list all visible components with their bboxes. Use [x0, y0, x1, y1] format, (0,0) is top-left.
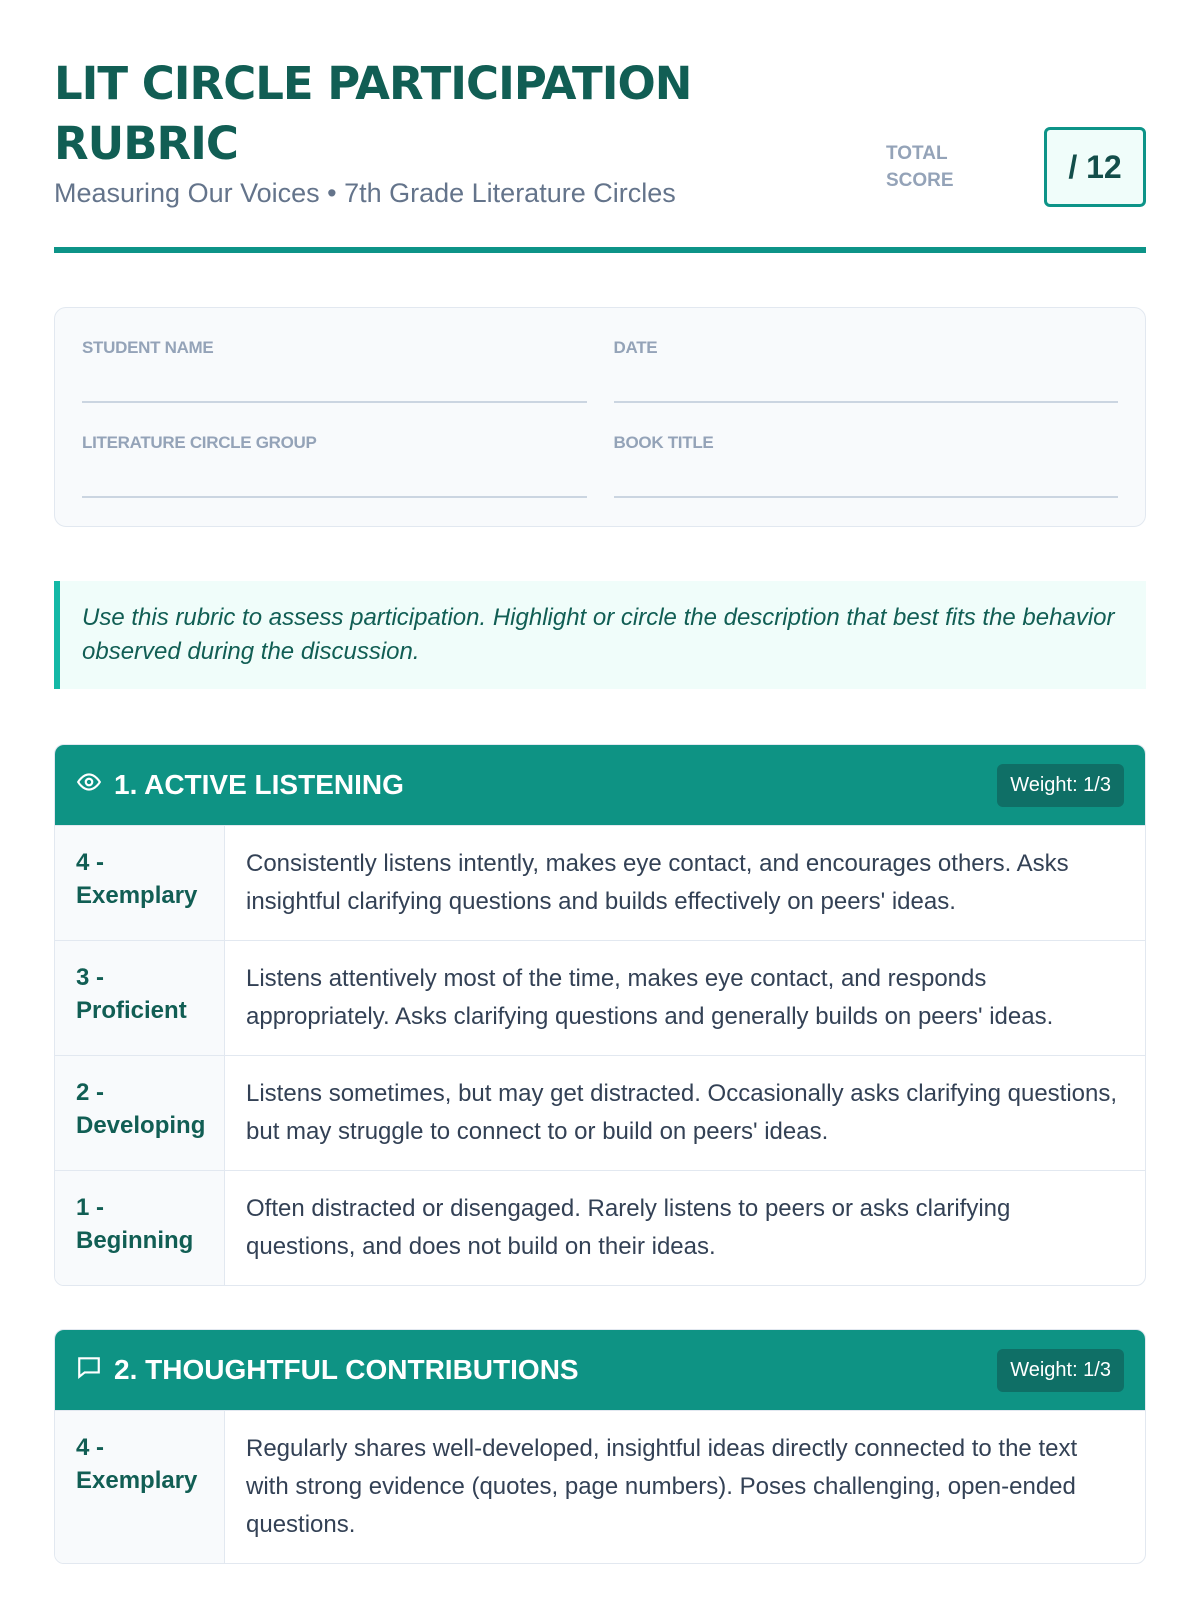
rubric-row[interactable] [55, 940, 1145, 1055]
level-description: Consistently listens intently, makes eye contact, and encourages others. Asks insightful clarifying questions and builds effectively on peers' ideas. [246, 850, 1069, 915]
level-label: 3 - Proficient [55, 941, 225, 1055]
book-title-label: BOOK TITLE [613, 433, 714, 452]
weight-badge: Weight: 1/3 [997, 764, 1124, 807]
score-label: TOTAL SCORE [886, 143, 954, 191]
criterion-active-listening [54, 744, 1146, 1286]
student-name-field[interactable] [82, 358, 587, 403]
level-description: Listens attentively most of the time, makes eye contact, and responds appropriately. Asks clarifying questions and generally builds on peers' ideas. [246, 965, 1054, 1030]
page-title: LIT CIRCLE PARTICIPATION RUBRIC [54, 57, 692, 170]
rubric-row[interactable] [55, 1055, 1145, 1170]
eye-icon [76, 769, 102, 802]
level-description: Regularly shares well-developed, insightful ideas directly connected to the text with strong evidence (quotes, page numbers). Poses challenging, open-ended questions. [246, 1435, 1078, 1538]
criterion-title: 2. THOUGHTFUL CONTRIBUTIONS [114, 1354, 579, 1385]
rubric-row[interactable] [55, 825, 1145, 940]
chat-bubble-icon [76, 1354, 102, 1387]
student-info [54, 307, 1146, 527]
date-label: DATE [613, 338, 658, 357]
group-label: LITERATURE CIRCLE GROUP [82, 433, 317, 452]
group-field[interactable] [82, 453, 587, 498]
criterion-title: 1. ACTIVE LISTENING [114, 769, 404, 800]
level-description: Often distracted or disengaged. Rarely listens to peers or asks clarifying questions, and does not build on their ideas. [246, 1195, 1011, 1260]
criterion-header [55, 1330, 1145, 1410]
criterion-thoughtful-contributions [54, 1329, 1146, 1564]
level-label: 4 - Exemplary [55, 826, 225, 940]
rubric-row[interactable] [55, 1170, 1145, 1285]
rubric-row[interactable] [55, 1410, 1145, 1563]
date-field[interactable] [614, 358, 1119, 403]
subtitle: Measuring Our Voices • 7th Grade Literature Circles [54, 178, 676, 208]
level-label: 1 - Beginning [55, 1171, 225, 1285]
weight-badge: Weight: 1/3 [997, 1349, 1124, 1392]
score-box[interactable]: / 12 [1044, 127, 1146, 207]
header [54, 54, 1146, 253]
student-name-label: STUDENT NAME [82, 338, 214, 357]
criterion-header [55, 745, 1145, 825]
level-label: 4 - Exemplary [55, 1411, 225, 1563]
total-score [886, 127, 1146, 207]
level-description: Listens sometimes, but may get distracted. Occasionally asks clarifying questions, but may struggle to connect to or build on peers' ideas. [246, 1080, 1118, 1145]
level-label: 2 - Developing [55, 1056, 225, 1170]
book-title-field[interactable] [614, 453, 1119, 498]
instructions-note: Use this rubric to assess participation. Highlight or circle the description that best fits the behavior observed during the discussion. [54, 581, 1146, 689]
